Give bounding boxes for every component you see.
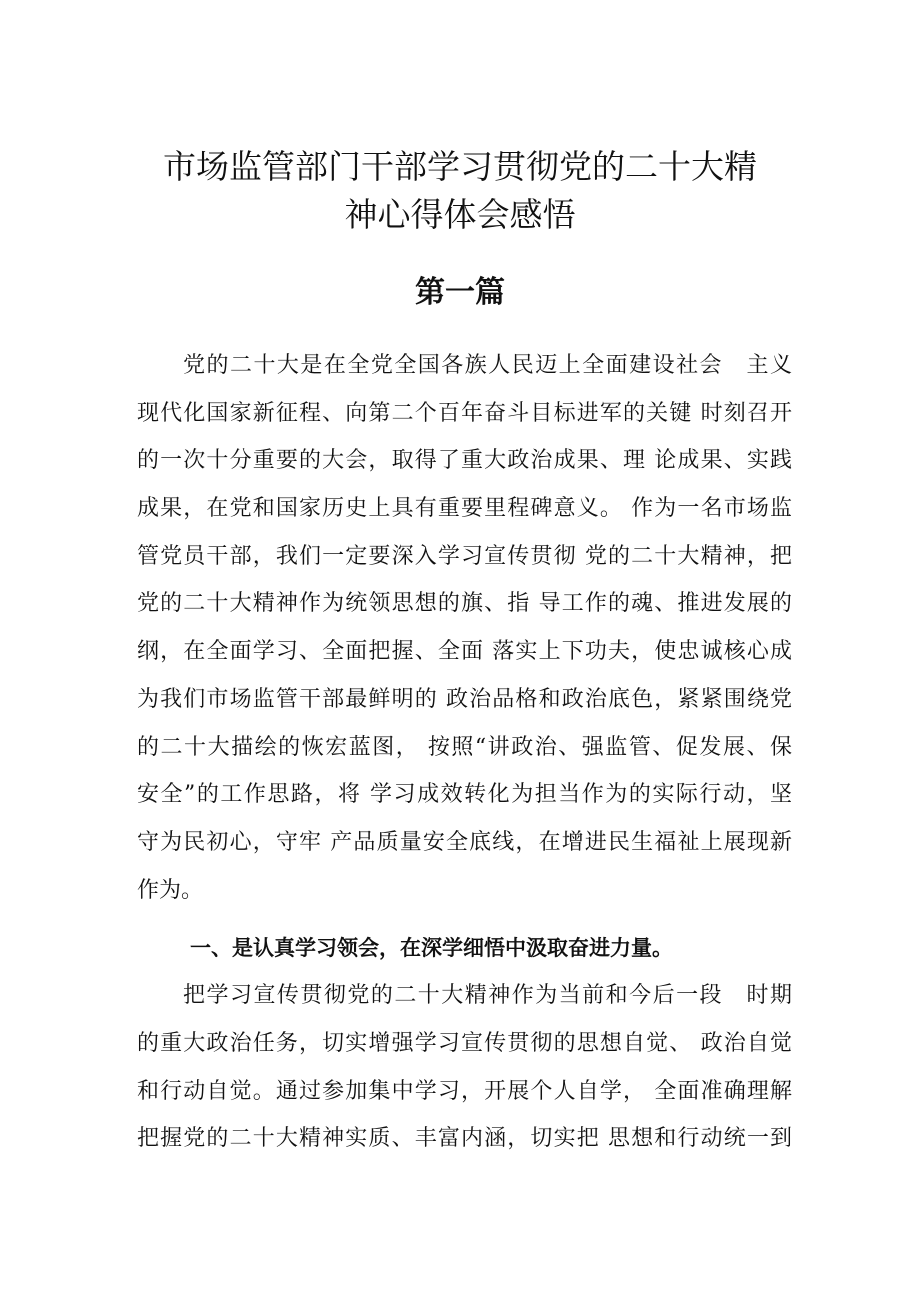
document-title-line-2: 神心得体会感悟 <box>344 195 576 234</box>
paragraph-line: 成果，在党和国家历史上具有重要里程碑意义。 作为一名市场监 <box>137 496 792 521</box>
paragraph-line: 的二十大描绘的恢宏蓝图， 按照“讲政治、强监管、促发展、保 <box>137 735 792 760</box>
paragraph-line: 党的二十大是在全党全国各族人民迈上全面建设社会 主义 <box>183 353 792 378</box>
paragraph-line: 守为民初心，守牢 产品质量安全底线，在增进民生福祉上展现新 <box>137 830 792 855</box>
paragraph-line: 的一次十分重要的大会，取得了重大政治成果、理 论成果、实践 <box>137 448 792 473</box>
paragraph-line: 党的二十大精神作为统领思想的旗、指 导工作的魂、推进发展的 <box>137 591 792 616</box>
paragraph-line: 把握党的二十大精神实质、丰富内涵，切实把 思想和行动统一到 <box>137 1126 792 1151</box>
paragraph-line: 作为。 <box>137 878 204 903</box>
paragraph-line: 把学习宣传贯彻党的二十大精神作为当前和今后一段 时期 <box>183 983 792 1008</box>
paragraph-line: 和行动自觉。通过参加集中学习，开展个人自学， 全面准确理解 <box>137 1079 792 1104</box>
paragraph-line: 管党员干部，我们一定要深入学习宣传贯彻 党的二十大精神，把 <box>137 544 792 569</box>
paragraph-line: 纲，在全面学习、全面把握、全面 落实上下功夫，使忠诚核心成 <box>137 639 792 664</box>
document-title-line-1: 市场监管部门干部学习贯彻党的二十大精 <box>163 147 757 186</box>
paragraph-line: 现代化国家新征程、向第二个百年奋斗目标进军的关键 时刻召开 <box>137 401 792 426</box>
paragraph-line: 的重大政治任务，切实增强学习宣传贯彻的思想自觉、 政治自觉 <box>137 1031 792 1056</box>
paragraph-line: 为我们市场监管干部最鲜明的 政治品格和政治底色，紧紧围绕党 <box>137 687 792 712</box>
section-subtitle: 第一篇 <box>415 275 505 310</box>
section-heading-1: 一、是认真学习领会，在深学细悟中汲取奋进力量。 <box>190 936 673 960</box>
paragraph-line: 安全”的工作思路，将 学习成效转化为担当作为的实际行动，坚 <box>137 782 792 807</box>
